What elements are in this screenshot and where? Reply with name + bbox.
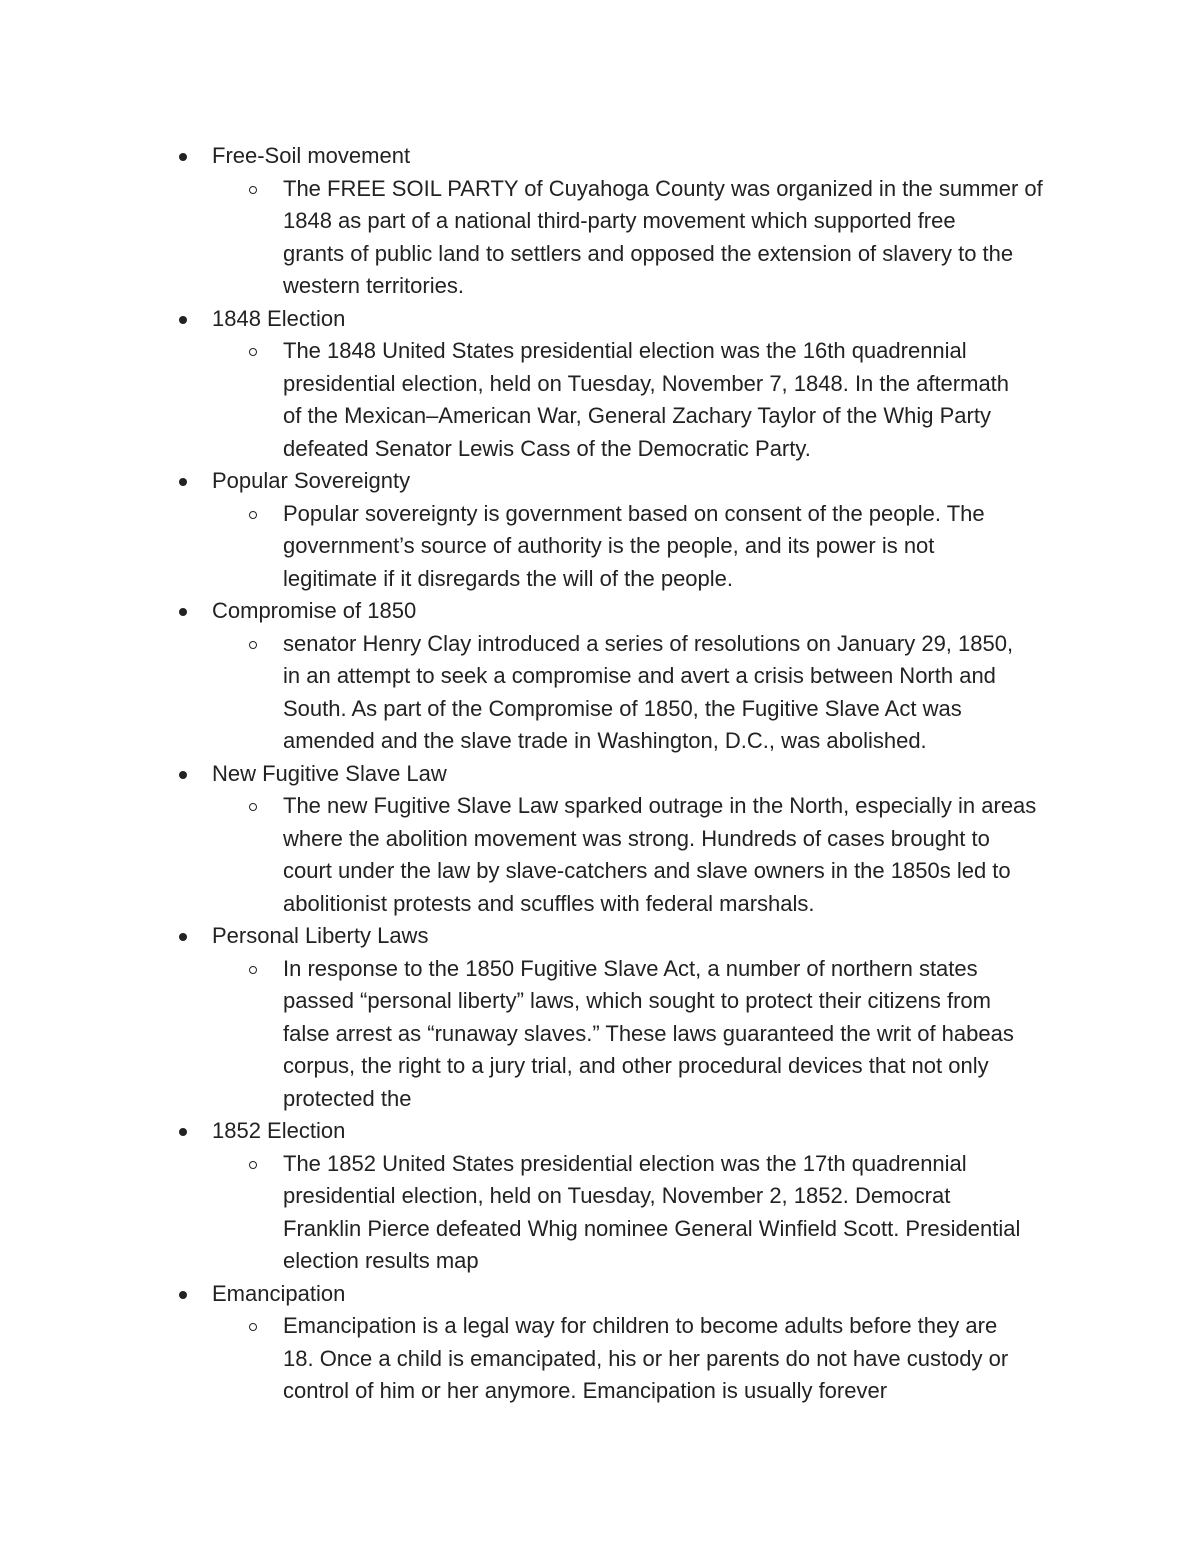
detail-line: government’s source of authority is the people, and its power is not (283, 533, 935, 558)
topic-1852-election (0, 1115, 1200, 1278)
bullet-circle-icon (249, 1323, 257, 1331)
detail-line: The 1852 United States presidential election was the 17th quadrennial (283, 1150, 967, 1176)
topic-detail (0, 1148, 1200, 1278)
bullet-circle-icon (249, 966, 257, 974)
topic-title: 1848 Election (212, 305, 346, 331)
topic-detail (0, 335, 1200, 465)
detail-line: western territories. (283, 273, 464, 298)
topic-title: Compromise of 1850 (212, 598, 417, 623)
detail-line: corpus, the right to a jury trial, and other procedural devices that not only (283, 1053, 989, 1078)
bullet-disc-icon (179, 478, 187, 486)
topic-title: Emancipation (212, 1280, 346, 1306)
topic-popular-sovereignty (0, 465, 1200, 595)
topic-free-soil-movement (0, 140, 1200, 303)
topic-1848-election (0, 303, 1200, 466)
bullet-disc-icon (179, 316, 187, 324)
topic-heading (0, 1278, 1200, 1311)
topic-detail (0, 173, 1200, 303)
topic-personal-liberty-laws (0, 920, 1200, 1115)
bullet-disc-icon (179, 608, 187, 616)
topic-detail (0, 953, 1200, 1116)
bullet-circle-icon (249, 511, 257, 519)
detail-line: where the abolition movement was strong. Hundreds of cases brought to (283, 825, 990, 851)
topic-heading (0, 303, 1200, 336)
detail-line: court under the law by slave-catchers and slave owners in the 1850s led to (283, 858, 1011, 883)
detail-line: 1848 as part of a national third-party movement which supported free (283, 208, 956, 233)
topic-heading (0, 595, 1200, 628)
topic-title: Popular Sovereignty (212, 468, 411, 493)
detail-line: control of him or her anymore. Emancipation is usually forever (283, 1378, 888, 1403)
detail-line: senator Henry Clay introduced a series of resolutions on January 29, 1850, (283, 630, 1014, 656)
topic-heading (0, 465, 1200, 498)
bullet-outline (0, 140, 1200, 1408)
bullet-disc-icon (179, 1128, 187, 1136)
topic-heading (0, 920, 1200, 953)
bullet-disc-icon (179, 771, 187, 779)
topic-title: Personal Liberty Laws (212, 923, 429, 948)
detail-line: In response to the 1850 Fugitive Slave Act, a number of northern states (283, 955, 978, 981)
topic-new-fugitive-slave-law (0, 758, 1200, 921)
detail-line: The 1848 United States presidential election was the 16th quadrennial (283, 338, 967, 363)
detail-line: in an attempt to seek a compromise and avert a crisis between North and (283, 663, 996, 688)
detail-line: defeated Senator Lewis Cass of the Democratic Party. (283, 435, 811, 461)
detail-line: grants of public land to settlers and opposed the extension of slavery to the (283, 240, 1014, 266)
detail-line: election results map (283, 1248, 479, 1273)
detail-line: 18. Once a child is emancipated, his or her parents do not have custody or (283, 1345, 1009, 1371)
bullet-disc-icon (179, 153, 187, 161)
detail-line: presidential election, held on Tuesday, November 2, 1852. Democrat (283, 1183, 951, 1208)
topic-title: 1852 Election (212, 1118, 346, 1143)
detail-line: amended and the slave trade in Washington, D.C., was abolished. (283, 728, 927, 753)
detail-line: protected the (283, 1085, 412, 1111)
detail-line: abolitionist protests and scuffles with federal marshals. (283, 890, 815, 916)
bullet-circle-icon (249, 641, 257, 649)
bullet-disc-icon (179, 933, 187, 941)
topic-emancipation (0, 1278, 1200, 1408)
detail-line: legitimate if it disregards the will of the people. (283, 565, 734, 591)
topic-detail (0, 498, 1200, 596)
topic-detail (0, 1310, 1200, 1408)
detail-line: Franklin Pierce defeated Whig nominee General Winfield Scott. Presidential (283, 1215, 1021, 1241)
detail-line: passed “personal liberty” laws, which sought to protect their citizens from (283, 988, 991, 1013)
topic-title: Free-Soil movement (212, 143, 411, 168)
bullet-circle-icon (249, 186, 257, 194)
detail-line: The new Fugitive Slave Law sparked outrage in the North, especially in areas (283, 793, 1037, 818)
topic-heading (0, 758, 1200, 791)
topic-heading (0, 1115, 1200, 1148)
detail-line: of the Mexican–American War, General Zachary Taylor of the Whig Party (283, 403, 991, 428)
detail-line: Popular sovereignty is government based on consent of the people. The (283, 500, 985, 526)
detail-line: presidential election, held on Tuesday, November 7, 1848. In the aftermath (283, 370, 1010, 396)
bullet-circle-icon (249, 348, 257, 356)
topic-heading (0, 140, 1200, 173)
detail-line: Emancipation is a legal way for children to become adults before they are (283, 1313, 998, 1338)
bullet-circle-icon (249, 1161, 257, 1169)
topic-compromise-of-1850 (0, 595, 1200, 758)
topic-detail (0, 628, 1200, 758)
topic-detail (0, 790, 1200, 920)
bullet-disc-icon (179, 1291, 187, 1299)
detail-line: The FREE SOIL PARTY of Cuyahoga County was organized in the summer of (283, 175, 1043, 201)
detail-line: South. As part of the Compromise of 1850, the Fugitive Slave Act was (283, 695, 962, 721)
detail-line: false arrest as “runaway slaves.” These laws guaranteed the writ of habeas (283, 1020, 1014, 1046)
topic-title: New Fugitive Slave Law (212, 760, 447, 786)
bullet-circle-icon (249, 803, 257, 811)
